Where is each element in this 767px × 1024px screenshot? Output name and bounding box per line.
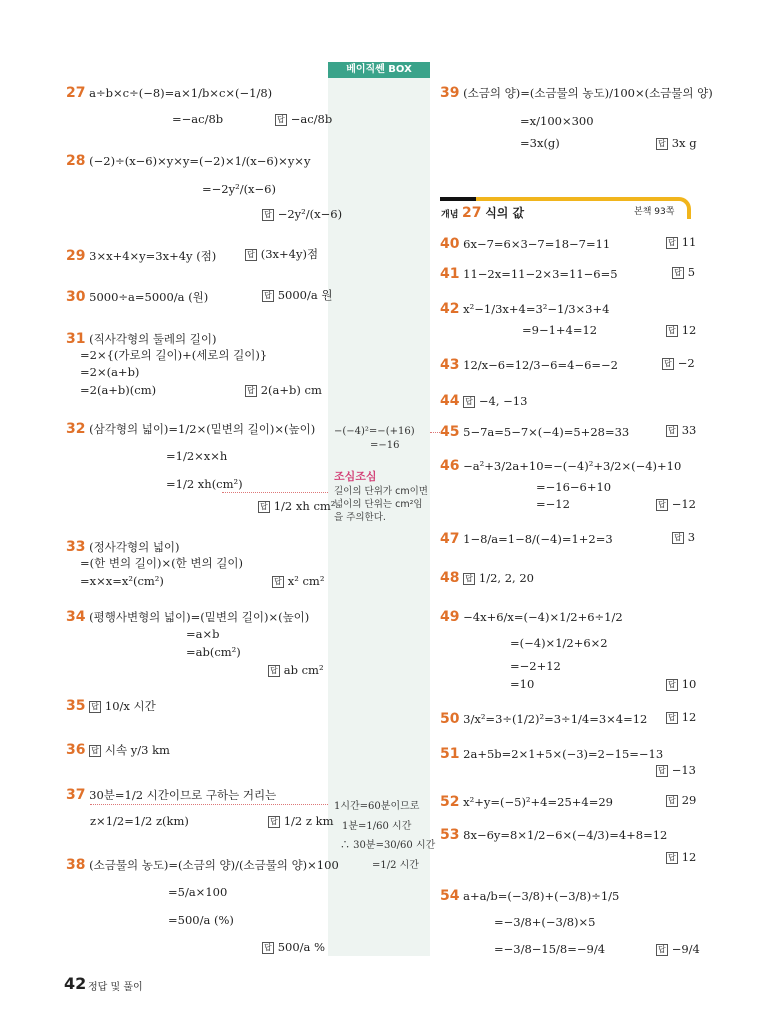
- step: =−12: [536, 497, 570, 511]
- step: z×1/2=1/2 z(km): [90, 814, 189, 828]
- problem-29: 29 3×x+4×y=3x+4y (점): [66, 248, 217, 264]
- problem-39: 39 (소금의 양)=(소금물의 농도)/100×(소금물의 양): [440, 85, 713, 101]
- problem-38: 38 (소금물의 농도)=(소금의 양)/(소금물의 양)×100: [66, 857, 339, 873]
- problem-51: 51 2a+5b=2×1+5×(−3)=2−15=−13: [440, 746, 664, 762]
- problem-54: 54 a+a/b=(−3/8)+(−3/8)÷1/5: [440, 888, 620, 904]
- concept-header: 개념 27 식의 값: [441, 205, 525, 221]
- step: =(한 변의 길이)×(한 변의 길이): [80, 556, 243, 570]
- step: =−2+12: [510, 659, 561, 673]
- answer-39: 답 3x g: [656, 137, 697, 151]
- problem-34: 34 (평행사변형의 넓이)=(밑변의 길이)×(높이): [66, 609, 310, 625]
- step: =−2y²/(x−6): [202, 182, 276, 196]
- problem-49: 49 −4x+6/x=(−4)×1/2+6÷1/2: [440, 609, 623, 625]
- step: =−ac/8b: [172, 112, 224, 126]
- answer-45: 답 33: [666, 424, 696, 438]
- step: =1/2×x×h: [166, 449, 228, 463]
- side-note-1: −(−4)²=−(+16) =−16: [334, 426, 415, 451]
- answer-40: 답 11: [666, 236, 696, 250]
- answer-31: 답 2(a+b) cm: [245, 384, 322, 398]
- problem-43: 43 12/x−6=12/3−6=4−6=−2: [440, 357, 618, 373]
- step: =9−1+4=12: [522, 323, 598, 337]
- problem-50: 50 3/x²=3÷(1/2)²=3÷1/4=3×4=12: [440, 711, 648, 727]
- answer-27: 답 −ac/8b: [275, 113, 332, 127]
- problem-28: 28 (−2)÷(x−6)×y×y=(−2)×1/(x−6)×y×y: [66, 153, 311, 169]
- answer-53: 답 12: [666, 851, 696, 865]
- footer-label: 정답 및 풀이: [88, 982, 143, 993]
- answer-37: 답 1/2 z km: [268, 815, 334, 829]
- problem-31: 31 (직사각형의 둘레의 길이): [66, 331, 217, 347]
- problem-48: 48 답 1/2, 2, 20: [440, 570, 534, 587]
- step: =−16−6+10: [536, 480, 612, 494]
- step: =−3/8−15/8=−9/4: [494, 942, 606, 956]
- side-note-2: 길이의 단위가 cm이면 넓이의 단위는 cm²임 을 주의한다.: [334, 486, 428, 523]
- page-number: 42: [64, 974, 87, 993]
- connector: [430, 432, 440, 433]
- step: =5/a×100: [168, 885, 228, 899]
- step: =−3/8+(−3/8)×5: [494, 915, 596, 929]
- concept-ref: 본책 93쪽: [634, 207, 675, 217]
- step: =x/100×300: [520, 114, 594, 128]
- step: =1/2 xh(cm²): [166, 477, 243, 491]
- step: =2×{(가로의 길이)+(세로의 길이)}: [80, 348, 268, 362]
- answer-29: 답 (3x+4y)점: [245, 248, 318, 262]
- problem-33: 33 (정사각형의 넓이): [66, 539, 180, 555]
- problem-45: 45 5−7a=5−7×(−4)=5+28=33: [440, 424, 630, 440]
- step: =ab(cm²): [186, 645, 241, 659]
- step: =x×x=x²(cm²): [80, 574, 164, 588]
- side-note-3: 1시간=60분이므로 1분=1/60 시간 ∴ 30분=30/60 시간 =1/2 시간: [334, 801, 436, 871]
- problem-36: 36 답 시속 y/3 km: [66, 742, 170, 759]
- problem-30: 30 5000÷a=5000/a (원): [66, 289, 209, 305]
- connector: [222, 492, 328, 493]
- answer-52: 답 29: [666, 794, 696, 808]
- answer-28: 답 −2y²/(x−6): [262, 208, 342, 222]
- problem-40: 40 6x−7=6×3−7=18−7=11: [440, 236, 611, 252]
- problem-44: 44 답 −4, −13: [440, 393, 527, 410]
- connector: [90, 804, 328, 805]
- side-note-2-title: 조심조심: [334, 470, 377, 483]
- answer-32: 답 1/2 xh cm²: [258, 500, 335, 514]
- problem-35: 35 답 10/x 시간: [66, 698, 156, 715]
- answer-33: 답 x² cm²: [272, 575, 324, 589]
- step: =2(a+b)(cm): [80, 383, 157, 397]
- answer-54: 답 −9/4: [656, 943, 700, 957]
- problem-47: 47 1−8/a=1−8/(−4)=1+2=3: [440, 531, 613, 547]
- answer-46: 답 −12: [656, 498, 696, 512]
- problem-42: 42 x²−1/3x+4=3²−1/3×3+4: [440, 301, 610, 317]
- problem-37: 37 30분=1/2 시간이므로 구하는 거리는: [66, 787, 277, 803]
- answer-47: 답 3: [672, 531, 695, 545]
- answer-41: 답 5: [672, 266, 695, 280]
- answer-42: 답 12: [666, 324, 696, 338]
- answer-51: 답 −13: [656, 764, 696, 778]
- concept-header-accent: [440, 197, 476, 201]
- answer-30: 답 5000/a 원: [262, 289, 333, 303]
- step: =10: [510, 677, 535, 691]
- problem-53: 53 8x−6y=8×1/2−6×(−4/3)=4+8=12: [440, 827, 668, 843]
- step: =500/a (%): [168, 913, 234, 927]
- step: =2×(a+b): [80, 365, 140, 379]
- problem-41: 41 11−2x=11−2×3=11−6=5: [440, 266, 618, 282]
- basic-box-title: 베이직쎈 BOX: [328, 62, 430, 78]
- problem-46: 46 −a²+3/2a+10=−(−4)²+3/2×(−4)+10: [440, 458, 682, 474]
- answer-50: 답 12: [666, 711, 696, 725]
- problem-52: 52 x²+y=(−5)²+4=25+4=29: [440, 794, 613, 810]
- answer-38: 답 500/a %: [262, 941, 325, 955]
- answer-34: 답 ab cm²: [268, 664, 324, 678]
- answer-49: 답 10: [666, 678, 696, 692]
- problem-27: 27 a÷b×c÷(−8)=a×1/b×c×(−1/8): [66, 85, 273, 101]
- answer-43: 답 −2: [662, 357, 695, 371]
- problem-32: 32 (삼각형의 넓이)=1/2×(밑변의 길이)×(높이): [66, 421, 316, 437]
- step: =(−4)×1/2+6×2: [510, 636, 608, 650]
- step: =3x(g): [520, 136, 560, 150]
- step: =a×b: [186, 627, 220, 641]
